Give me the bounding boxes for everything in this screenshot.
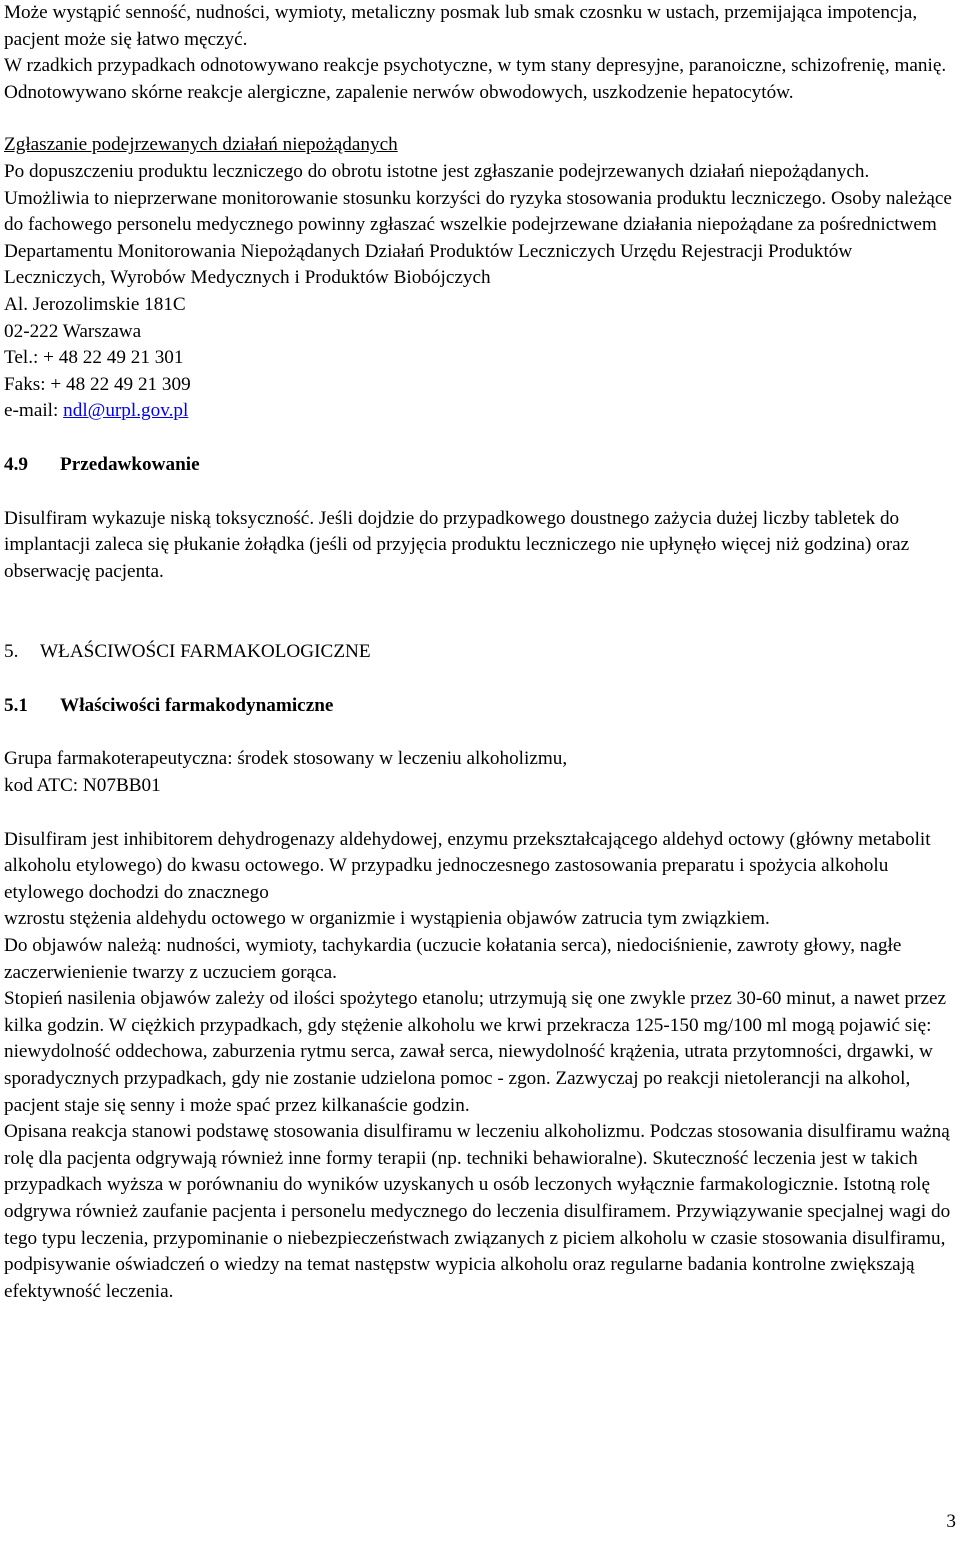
spacer — [4, 479, 956, 506]
therapy-paragraph: Opisana reakcja stanowi podstawę stosowania disulfiramu w leczeniu alkoholizmu. Podczas stosowania disulfiramu ważną rolę dla pacjenta odgrywają również inne formy terapii (np. techniki behawioralne). Skuteczność leczenia jest w takich przypadkach wyższa w porównaniu do wyników uzyskanych u osób leczonych wyłącznie farmakologicznie. Istotną rolę odgrywa również zaufanie pacjenta i personelu medycznego do leczenia disulfiramem. Przywiązywanie specjalnej wagi do tego typu leczenia, przypominanie o niebezpieczeństwach związanych z piciem alkoholu w czasie stosowania disulfiramu, podpisywanie oświadczeń o wiedzy na temat następstw wypicia alkoholu oraz regularne badania kontrolne zwiększają efektywność leczenia. — [4, 1121, 951, 1302]
section-number: 5.1 — [4, 694, 28, 716]
severity-paragraph: Stopień nasilenia objawów zależy od ilości spożytego etanolu; utrzymują się one zwykle przez 30-60 minut, a nawet przez kilka godzin. W ciężkich przypadkach, gdy stężenie alkoholu we krwi przekracza 125-150 mg/100 ml mogą pojawić się: niewydolność oddechowa, zaburzenia rytmu serca, zawał serca, niewydolność krążenia, utrata przytomności, drgawki, w sporadycznych przypadkach, gdy nie zostanie udzielona pomoc - zgon. Zazwyczaj po reakcji nietolerancji na alkohol, pacjent staje się senny i może spać przez kilkanaście godzin. — [4, 988, 947, 1116]
email-label: e-mail: — [4, 400, 64, 422]
spacer — [4, 106, 956, 132]
page-number: 3 — [946, 1511, 956, 1532]
section-title: Przedawkowanie — [60, 453, 200, 475]
section-number: 5. — [4, 641, 19, 663]
intro-paragraph-side-effects: Może wystąpić senność, nudności, wymioty, metaliczny posmak lub smak czosnku w ustach, przemijająca impotencja, pacjent może się łatwo męczyć. — [4, 2, 918, 50]
address-street: Al. Jerozolimskie 181C — [4, 293, 186, 315]
section-number: 4.9 — [4, 453, 28, 475]
fax-number: Faks: + 48 22 49 21 309 — [4, 373, 191, 395]
phone-number: Tel.: + 48 22 49 21 301 — [4, 347, 184, 369]
intro-paragraph-allergic: Odnotowywano skórne reakcje alergiczne, zapalenie nerwów obwodowych, uszkodzenie hepatocytów. — [4, 81, 794, 103]
section-title: WŁAŚCIWOŚCI FARMAKOLOGICZNE — [40, 641, 371, 663]
symptoms-paragraph: Do objawów należą: nudności, wymioty, tachykardia (uczucie kołatania serca), niedociśnienie, zawroty głowy, nagłe zaczerwienienie twarzy z uczuciem gorąca. — [4, 935, 902, 983]
spacer — [4, 612, 956, 639]
email-line — [4, 398, 956, 425]
section-4-9-heading — [4, 452, 956, 479]
mechanism-paragraph: Disulfiram jest inhibitorem dehydrogenazy aldehydowej, enzymu przekształcającego aldehyd octowy (główny metabolit alkoholu etylowego) do kwasu octowego. W przypadku jednoczesnego zastosowania preparatu i spożycia alkoholu etylowego dochodzi do znacznego — [4, 828, 931, 903]
spacer — [4, 666, 956, 693]
document-page — [4, 0, 956, 1305]
address-city: 02-222 Warszawa — [4, 320, 142, 342]
section-5-heading — [4, 639, 956, 666]
overdose-paragraph: Disulfiram wykazuje niską toksyczność. Jeśli dojdzie do przypadkowego doustnego zażycia dużej liczby tabletek do implantacji zaleca się płukanie żołądka (jeśli od przyjęcia produktu leczniczego nie upłynęło więcej niż godzina) oraz obserwację pacjenta. — [4, 507, 910, 582]
spacer — [4, 800, 956, 827]
section-title: Właściwości farmakodynamiczne — [60, 694, 334, 716]
spacer — [4, 719, 956, 746]
spacer — [4, 585, 956, 612]
reporting-heading: Zgłaszanie podejrzewanych działań niepożądanych — [4, 134, 398, 156]
intro-paragraph-psychotic: W rzadkich przypadkach odnotowywano reakcje psychotyczne, w tym stany depresyjne, paranoiczne, schizofrenię, manię. — [4, 55, 947, 77]
mechanism-continuation: wzrostu stężenia aldehydu octowego w organizmie i wystąpienia objawów zatrucia tym związkiem. — [4, 908, 770, 930]
spacer — [4, 425, 956, 452]
pharmacotherapeutic-group: Grupa farmakoterapeutyczna: środek stosowany w leczeniu alkoholizmu, — [4, 748, 568, 770]
reporting-body: Po dopuszczeniu produktu leczniczego do obrotu istotne jest zgłaszanie podejrzewanych działań niepożądanych. Umożliwia to nieprzerwane monitorowanie stosunku korzyści do ryzyka stosowania produktu leczniczego. Osoby należące do fachowego personelu medycznego powinny zgłaszać wszelkie podejrzewane działania niepożądane za pośrednictwem Departamentu Monitorowania Niepożądanych Działań Produktów Leczniczych Urzędu Rejestracji Produktów Leczniczych, Wyrobów Medycznych i Produktów Biobójczych — [4, 160, 952, 289]
email-link[interactable]: ndl@urpl.gov.pl — [63, 400, 189, 422]
atc-code: kod ATC: N07BB01 — [4, 775, 161, 797]
section-5-1-heading — [4, 693, 956, 720]
